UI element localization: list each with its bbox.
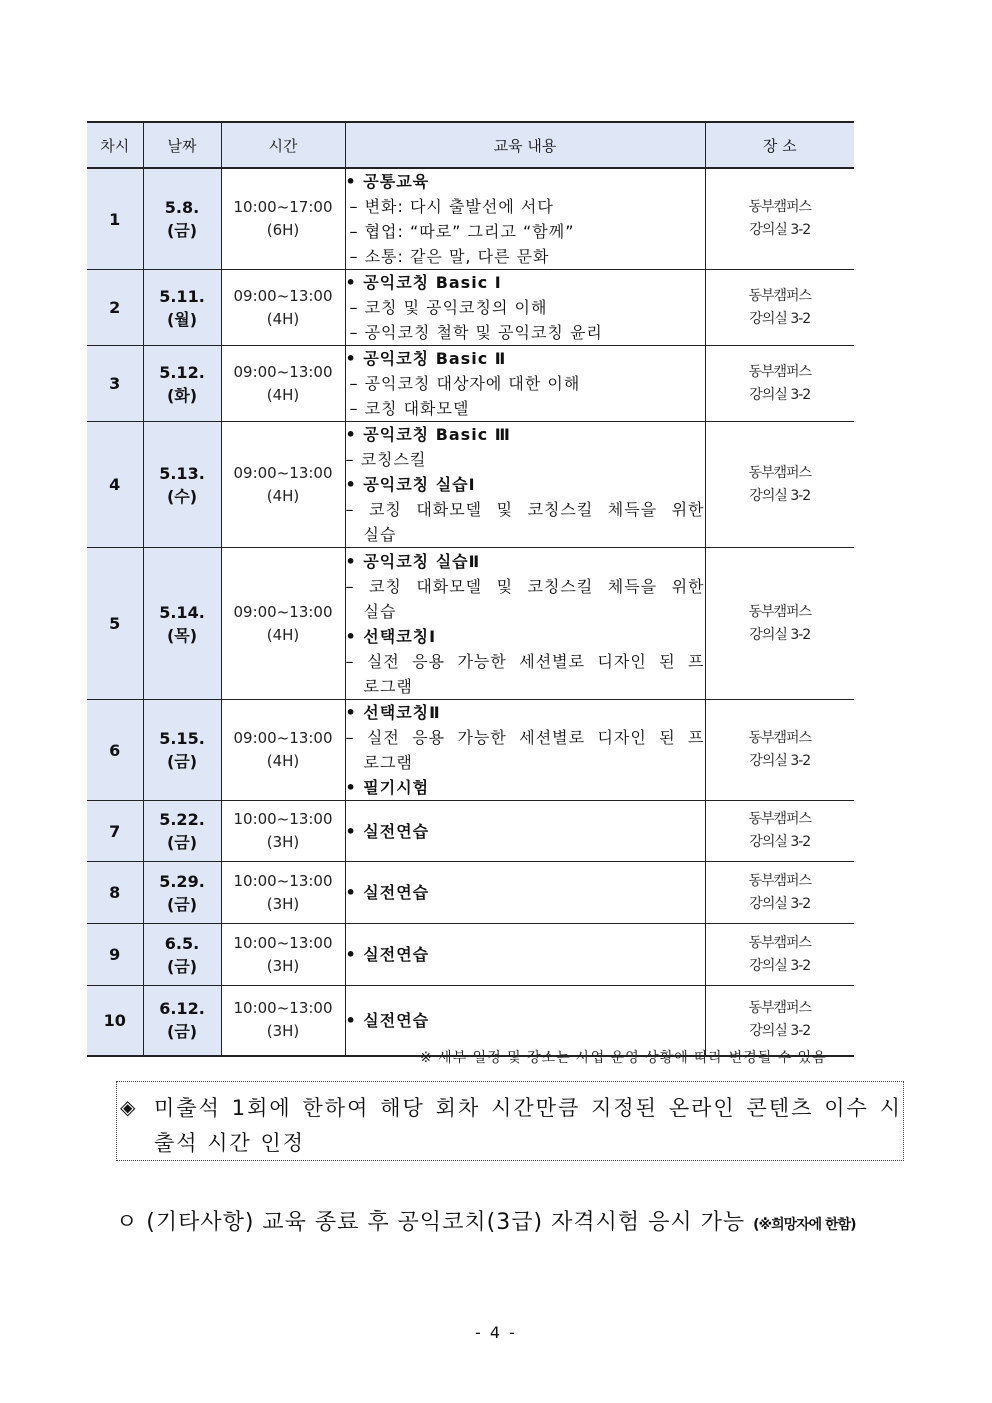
date-text: 5.12. <box>159 362 205 382</box>
session-number: 4 <box>87 422 143 548</box>
session-number: 9 <box>87 924 143 986</box>
session-date <box>143 986 221 1056</box>
room-name: 강의실 3-2 <box>749 386 811 403</box>
time-hours: (4H) <box>266 625 300 644</box>
header-time: 시간 <box>221 122 345 168</box>
weekday-text: (화) <box>166 385 198 405</box>
session-content <box>345 801 705 862</box>
weekday-text: (금) <box>166 752 198 771</box>
content-heading: • 선택코칭Ⅰ <box>345 626 437 646</box>
table-row <box>87 801 854 862</box>
session-number: 1 <box>87 168 143 270</box>
session-number: 7 <box>87 801 143 862</box>
session-place <box>705 422 854 548</box>
notice-text-line1: 미출석 1회에 한하여 해당 회차 시간만큼 지정된 온라인 콘텐츠 이수 시 <box>154 1096 902 1120</box>
notice-text-line2: 출석 시간 인정 <box>154 1131 306 1155</box>
content-heading: • 필기시험 <box>345 778 430 797</box>
content-item: – 코칭 및 공익코칭의 이해 <box>349 298 548 317</box>
date-text: 6.12. <box>159 999 205 1019</box>
content-item: – 코칭 대화모델 및 코칭스킬 체득을 위한 <box>345 500 705 519</box>
header-date: 날짜 <box>143 122 221 168</box>
other-notes-condition: (※희망자에 한함) <box>753 1217 856 1233</box>
date-text: 5.14. <box>159 602 205 622</box>
session-place <box>705 346 854 422</box>
session-place <box>705 270 854 346</box>
date-text: 5.22. <box>159 810 205 829</box>
time-range: 09:00~13:00 <box>233 362 333 381</box>
content-item: – 실전 응용 가능한 세션별로 디자인 된 프 <box>345 728 705 747</box>
schedule-table <box>87 121 854 1057</box>
date-text: 5.13. <box>159 463 205 483</box>
table-row <box>87 422 854 548</box>
weekday-text: (금) <box>166 1022 198 1042</box>
weekday-text: (수) <box>166 486 198 506</box>
campus-name: 동부캠퍼스 <box>748 287 812 304</box>
time-hours: (3H) <box>266 833 300 851</box>
room-name: 강의실 3-2 <box>749 310 811 327</box>
campus-name: 동부캠퍼스 <box>748 603 812 620</box>
header-session: 차시 <box>87 122 143 168</box>
session-content <box>345 548 705 700</box>
content-item: – 코칭 대화모델 <box>349 399 470 418</box>
content-item-continued: 실습 <box>363 601 397 621</box>
table-header-row <box>87 122 854 168</box>
header-place: 장 소 <box>705 122 854 168</box>
session-place <box>705 986 854 1056</box>
content-heading: • 선택코칭Ⅱ <box>345 703 441 722</box>
campus-name: 동부캠퍼스 <box>748 730 812 746</box>
content-item: – 변화: 다시 출발선에 서다 <box>349 197 554 216</box>
table-row <box>87 346 854 422</box>
time-hours: (3H) <box>266 956 300 975</box>
session-content <box>345 986 705 1056</box>
content-item-continued: 로그램 <box>363 676 413 696</box>
session-content <box>345 346 705 422</box>
schedule-change-note: ※ 세부 일정 및 장소는 사업 운영 상황에 따라 변경될 수 있음 <box>420 1050 827 1066</box>
session-content <box>345 168 705 270</box>
time-hours: (4H) <box>266 385 300 404</box>
table-row <box>87 986 854 1056</box>
session-date <box>143 422 221 548</box>
session-place <box>705 548 854 700</box>
room-name: 강의실 3-2 <box>749 895 811 912</box>
notice-box <box>116 1081 904 1161</box>
campus-name: 동부캠퍼스 <box>748 811 812 827</box>
table-row <box>87 168 854 270</box>
campus-name: 동부캠퍼스 <box>748 872 812 889</box>
session-number: 3 <box>87 346 143 422</box>
room-name: 강의실 3-2 <box>749 957 811 974</box>
table-row <box>87 270 854 346</box>
time-range: 10:00~13:00 <box>233 933 333 952</box>
session-time <box>221 346 345 422</box>
session-content <box>345 422 705 548</box>
content-heading: • 실전연습 <box>345 1010 430 1030</box>
time-range: 09:00~13:00 <box>233 602 333 621</box>
content-item: – 실전 응용 가능한 세션별로 디자인 된 프 <box>345 651 705 671</box>
content-heading: • 실전연습 <box>345 883 430 902</box>
date-text: 5.11. <box>159 286 205 306</box>
room-name: 강의실 3-2 <box>749 626 811 643</box>
time-range: 10:00~17:00 <box>233 198 333 216</box>
content-item: – 공익코칭 철학 및 공익코칭 윤리 <box>349 323 603 342</box>
content-item-continued: 실습 <box>363 525 397 544</box>
session-date <box>143 270 221 346</box>
content-heading: • 공익코칭 실습Ⅰ <box>345 475 476 494</box>
time-range: 10:00~13:00 <box>233 810 333 828</box>
session-date <box>143 700 221 801</box>
session-time <box>221 801 345 862</box>
session-number: 8 <box>87 862 143 924</box>
content-heading: • 실전연습 <box>345 945 430 964</box>
session-place <box>705 801 854 862</box>
session-time <box>221 700 345 801</box>
content-heading: • 공익코칭 Basic Ⅱ <box>345 349 507 368</box>
date-text: 5.8. <box>164 198 200 217</box>
session-date <box>143 862 221 924</box>
content-heading: • 공익코칭 Basic Ⅲ <box>345 425 511 444</box>
session-number: 6 <box>87 700 143 801</box>
time-range: 10:00~13:00 <box>233 871 333 890</box>
time-hours: (4H) <box>266 486 300 505</box>
campus-name: 동부캠퍼스 <box>748 1000 812 1017</box>
session-number: 5 <box>87 548 143 700</box>
content-heading: • 공익코칭 실습Ⅱ <box>345 551 481 571</box>
content-item: – 소통: 같은 말, 다른 문화 <box>349 247 550 266</box>
weekday-text: (금) <box>166 221 198 240</box>
content-heading: • 실전연습 <box>345 821 430 841</box>
content-item: – 코칭 대화모델 및 코칭스킬 체득을 위한 <box>345 576 705 596</box>
session-content <box>345 270 705 346</box>
session-content <box>345 924 705 986</box>
session-date <box>143 346 221 422</box>
content-item-continued: 로그램 <box>363 753 413 772</box>
campus-name: 동부캠퍼스 <box>748 934 812 951</box>
session-time <box>221 862 345 924</box>
weekday-text: (금) <box>166 833 198 852</box>
room-name: 강의실 3-2 <box>749 222 811 238</box>
page-number: - 4 - <box>475 1323 517 1342</box>
time-hours: (4H) <box>266 752 300 770</box>
weekday-text: (목) <box>166 625 198 645</box>
weekday-text: (금) <box>166 894 198 914</box>
session-time <box>221 548 345 700</box>
content-heading: • 공통교육 <box>345 172 430 191</box>
table-row <box>87 700 854 801</box>
time-hours: (3H) <box>266 894 300 913</box>
room-name: 강의실 3-2 <box>749 753 811 769</box>
table-row <box>87 924 854 986</box>
room-name: 강의실 3-2 <box>749 487 811 504</box>
time-hours: (3H) <box>266 1022 300 1041</box>
content-item: – 코칭스킬 <box>345 450 427 469</box>
header-content: 교육 내용 <box>345 122 705 168</box>
session-time <box>221 168 345 270</box>
session-date <box>143 801 221 862</box>
session-content <box>345 700 705 801</box>
session-place <box>705 862 854 924</box>
session-date <box>143 924 221 986</box>
session-time <box>221 924 345 986</box>
session-date <box>143 168 221 270</box>
room-name: 강의실 3-2 <box>749 834 811 850</box>
other-notes-text: ㅇ (기타사항) 교육 종료 후 공익코치(3급) 자격시험 응시 가능 <box>116 1210 746 1235</box>
session-number: 2 <box>87 270 143 346</box>
time-hours: (4H) <box>266 309 300 328</box>
weekday-text: (월) <box>166 309 198 329</box>
time-hours: (6H) <box>266 221 300 239</box>
time-range: 10:00~13:00 <box>233 999 333 1018</box>
other-notes <box>116 1205 856 1236</box>
weekday-text: (금) <box>166 956 198 976</box>
session-place <box>705 700 854 801</box>
content-item: – 공익코칭 대상자에 대한 이해 <box>349 374 581 393</box>
session-number: 10 <box>87 986 143 1056</box>
table-row <box>87 548 854 700</box>
campus-name: 동부캠퍼스 <box>748 199 812 215</box>
date-text: 5.29. <box>159 871 205 891</box>
session-content <box>345 862 705 924</box>
session-date <box>143 548 221 700</box>
room-name: 강의실 3-2 <box>749 1023 811 1040</box>
session-time <box>221 422 345 548</box>
session-time <box>221 986 345 1056</box>
campus-name: 동부캠퍼스 <box>748 363 812 380</box>
time-range: 09:00~13:00 <box>233 286 333 305</box>
time-range: 09:00~13:00 <box>233 463 333 482</box>
diamond-bullet-icon: ◈ <box>120 1095 136 1119</box>
date-text: 6.5. <box>164 933 200 953</box>
campus-name: 동부캠퍼스 <box>748 464 812 481</box>
date-text: 5.15. <box>159 729 205 748</box>
session-place <box>705 924 854 986</box>
session-place <box>705 168 854 270</box>
session-time <box>221 270 345 346</box>
time-range: 09:00~13:00 <box>233 729 333 747</box>
table-row <box>87 862 854 924</box>
content-heading: • 공익코칭 Basic Ⅰ <box>345 273 502 292</box>
content-item: – 협업: “따로” 그리고 “함께” <box>349 222 575 241</box>
